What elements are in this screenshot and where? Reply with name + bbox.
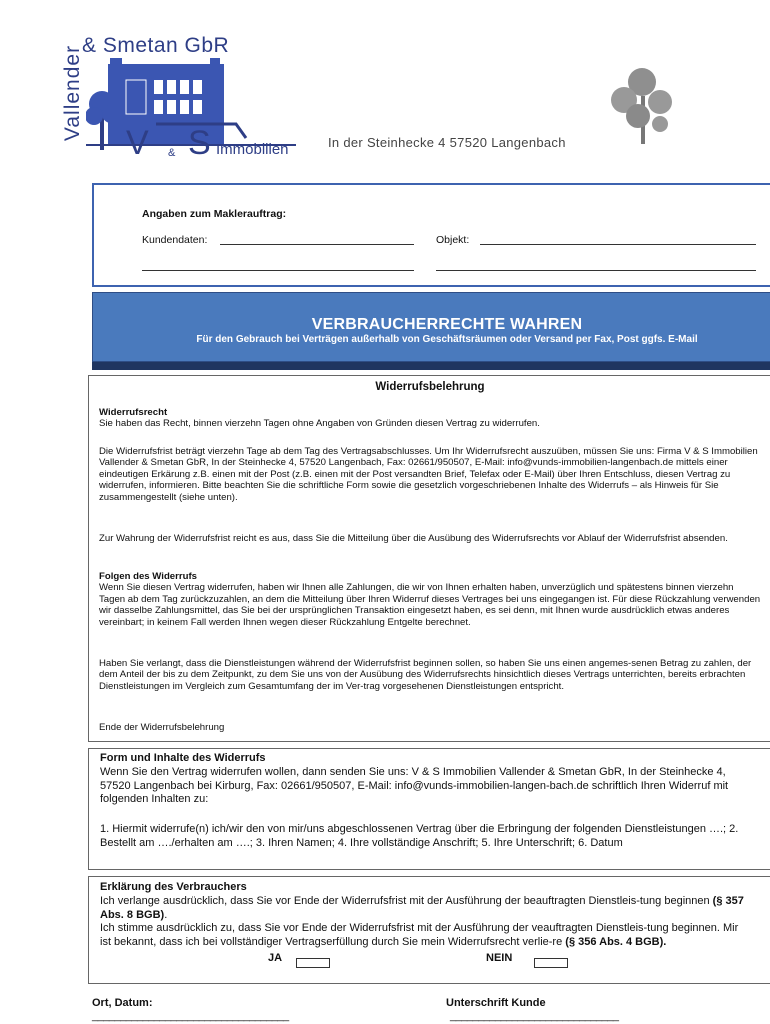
form-inhalte-block	[100, 752, 752, 807]
company-logo	[86, 58, 306, 162]
company-name-vertical: Vallender	[61, 44, 84, 142]
folgen-block	[99, 571, 761, 628]
wahrung-text: Zur Wahrung der Widerrufsfrist reicht es aus, dass Sie die Mitteilung über die Ausübung des Widerrufsrechts vor Ablauf der Widerrufsfrist absenden.	[99, 533, 728, 544]
form-inhalte-list: 1. Hiermit widerrufe(n) ich/wir den von mir/uns abgeschlossenen Vertrag über die Erbringung der folgenden Dienstleistungen ….; 2. Bestellt am …./erhalten am ….; 3. Ihren Namen; 4. Ihre vollständige Anschrift; 5. Ihre Unterschrift; 6. Datum	[100, 823, 739, 849]
kundendaten-input-line2[interactable]	[142, 270, 414, 271]
folgen-title: Folgen des Widerrufs	[99, 571, 197, 582]
kundendaten-input[interactable]	[220, 244, 414, 245]
makler-title: Angaben zum Maklerauftrag:	[142, 208, 287, 220]
banner-title: VERBRAUCHERRECHTE WAHREN	[311, 316, 583, 333]
ja-checkbox[interactable]	[296, 958, 330, 968]
widerrufsfrist-text: Die Widerrufsfrist beträgt vierzehn Tage ab dem Tag des Vertragsabschlusses. Um Ihr Widerrufsrecht auszuüben, müssen Sie uns: Firma V & S Immobilien Vallender & Smetan GbR, In der Steinhecke 4, 57520 Langenbach, Fax: 02661/950507, E-Mail: info@vunds-immobilien-langenbach.de mittels einer eindeutigen Erkärung z.B. einen mit der Post (z.B. einen mit der Post versandten Brief, Telefax oder E-Mail) über Ihren Entschluss, diesen Vertrag zu widerrufen, informieren. Bitte beachten Sie die schriftliche Form sowie die gesetzlich vorgeschriebenen Inhalte des Widerrufs – als Hinweis für Sie zusammengestellt (siehe unten).	[99, 446, 758, 503]
company-name-top: & Smetan GbR	[82, 34, 230, 57]
nein-label: NEIN	[486, 952, 513, 964]
widerrufsrecht-title: Widerrufsrecht	[99, 407, 168, 418]
erklaerung-text1: Ich verlange ausdrücklich, dass Sie vor Ende der Widerrufsfrist mit der Ausführung der beauftragten Dienstleis-tung beginnen	[100, 894, 713, 907]
erklaerung-block	[100, 881, 752, 950]
erklaerung-paragraph1: (§ 357 Abs. 8 BGB)	[100, 894, 744, 921]
widerrufsbelehrung-heading: Widerrufsbelehrung	[375, 381, 485, 393]
widerrufsrecht-text: Sie haben das Recht, binnen vierzehn Tagen ohne Angaben von Gründen diesen Vertrag zu widerrufen.	[99, 418, 540, 430]
folgen-text: Wenn Sie diesen Vertrag widerrufen, haben wir Ihnen alle Zahlungen, die wir von Ihnen erhalten haben, unverzüglich und spätestens binnen vierzehn Tagen ab dem Tag zurückzuzahlen, an dem die Mitteilung über Ihren Widerruf dieses Vertrages bei uns eingegangen ist. Für diese Rückzahlung verwenden wir dasselbe Zahlungsmittel, das Sie bei der ursprünglichen Transaktion eingesetzt haben, es sei denn, mit Ihnen wurde ausdrücklich etwas anderes vereinbart; in keinem Fall werden Ihnen wegen dieser Rückzahlung Entgelte berechnet.	[99, 582, 761, 628]
ja-label: JA	[268, 952, 283, 964]
objekt-input-line2[interactable]	[436, 270, 756, 271]
erklaerung-title: Erklärung des Verbrauchers	[100, 881, 247, 893]
kundendaten-label: Kundendaten:	[142, 234, 208, 246]
ort-datum-field[interactable]: ___________________________________	[92, 1010, 289, 1022]
objekt-label: Objekt:	[436, 234, 470, 246]
logo-immobilien: Immobilien	[216, 141, 289, 158]
nein-checkbox[interactable]	[534, 958, 568, 968]
logo-v: V	[126, 124, 149, 162]
form-inhalte-title: Form und Inhalte des Widerrufs	[100, 752, 266, 764]
tree-decoration-icon	[608, 66, 678, 146]
company-address: In der Steinhecke 4 57520 Langenbach	[328, 135, 566, 150]
banner-stripe	[92, 362, 770, 370]
unterschrift-label: Unterschrift Kunde	[446, 997, 546, 1009]
erklaerung-text2: Ich stimme ausdrücklich zu, dass Sie vor Ende der Widerrufsfrist mit der Ausführung der veauftragten Dienstleis-tung beginnen. Mir ist bekannt, dass ich bei vollständiger Vertragserfüllung durch Sie mein Widerrufsrecht verlie-re	[100, 922, 739, 949]
form-inhalte-text: Wenn Sie den Vertrag widerrufen wollen, dann senden Sie uns: V & S Immobilien Vallender & Smetan GbR, In der Steinhecke 4, 57520 Langenbach bei Kirburg, Fax: 02661/950507, E-Mail: info@vunds-immobilien-langen-bach.de schriftlich Ihren Widerruf mit folgenden Inhalten zu:	[100, 765, 729, 806]
unterschrift-field[interactable]: ______________________________	[450, 1010, 619, 1022]
erklaerung-text1-end: .	[164, 908, 168, 921]
erklaerung-paragraph2: (§ 356 Abs. 4 BGB).	[565, 936, 667, 949]
widerrufsrecht-block	[99, 407, 761, 430]
banner-subtitle: Für den Gebrauch bei Verträgen außerhalb von Geschäftsräumen oder Versand per Fax, Post ggfs. E-Mail	[196, 334, 698, 345]
ort-datum-label: Ort, Datum:	[92, 997, 153, 1009]
widerrufsbelehrung-ende: Ende der Widerrufsbelehrung	[99, 722, 225, 733]
dienstleistung-text: Haben Sie verlangt, dass die Dienstleistungen während der Widerrufsfrist beginnen sollen, so haben Sie uns einen angemes-senen Betrag zu zahlen, der dem Anteil der bis zu dem Zeitpunkt, zu dem Sie uns von der Ausübung des Widerrufsrechts hinsichtlich dieses Vertrags unterrichten, bereits erbrachten Dienstleistungen im Vergleich zum Gesamtumfang der im Ver-trag vorgesehenen Dienstleistungen entspricht.	[99, 658, 752, 692]
objekt-input[interactable]	[480, 244, 756, 245]
logo-amp: &	[168, 147, 176, 159]
logo-s: S	[188, 124, 211, 162]
